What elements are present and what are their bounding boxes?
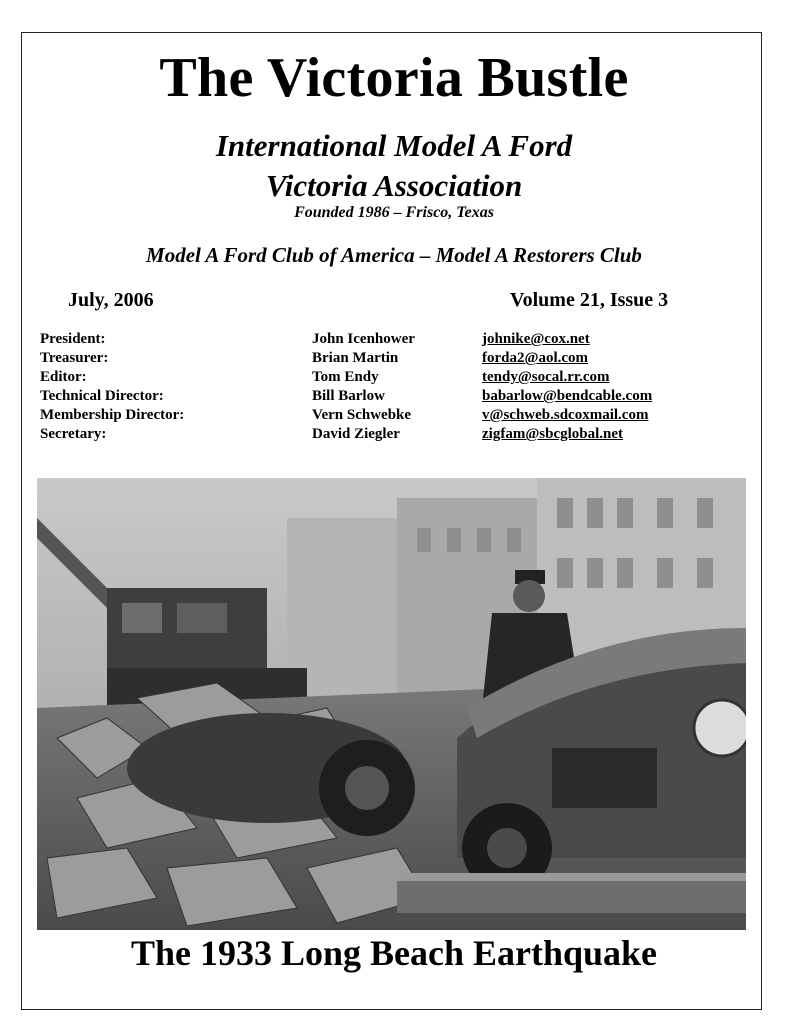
- issue-date: July, 2006: [68, 289, 154, 311]
- officer-row: [40, 349, 760, 368]
- issue-volume: Volume 21, Issue 3: [510, 289, 669, 311]
- officer-email-link[interactable]: zigfam@sbcglobal.net: [482, 426, 624, 442]
- affiliated-clubs: Model A Ford Club of America – Model A Restorers Club: [146, 243, 642, 267]
- officer-name: John Icenhower: [312, 331, 415, 347]
- officer-role: Editor:: [40, 369, 87, 385]
- officer-email-link[interactable]: forda2@aol.com: [482, 350, 589, 366]
- officer-role: Membership Director:: [40, 407, 185, 423]
- officer-role: Technical Director:: [40, 388, 164, 404]
- cover-caption: The 1933 Long Beach Earthquake: [130, 933, 658, 973]
- association-name: [0, 126, 788, 206]
- officer-row: [40, 425, 760, 444]
- officer-name: David Ziegler: [312, 426, 400, 442]
- officer-row: [40, 406, 760, 425]
- newsletter-title: The Victoria Bustle: [159, 47, 629, 109]
- earthquake-photo-illustration: [37, 478, 746, 930]
- founded-line: Founded 1986 – Frisco, Texas: [294, 204, 494, 221]
- cover-photo: [37, 478, 746, 930]
- officer-name: Bill Barlow: [312, 388, 385, 404]
- officer-row: [40, 330, 760, 349]
- subtitle-line-2: Victoria Association: [265, 168, 523, 203]
- officer-name: Vern Schwebke: [312, 407, 412, 423]
- officer-role: President:: [40, 331, 106, 347]
- officer-email-link[interactable]: v@schweb.sdcoxmail.com: [482, 407, 649, 423]
- officer-email-link[interactable]: babarlow@bendcable.com: [482, 388, 653, 404]
- officer-role: Treasurer:: [40, 350, 109, 366]
- officer-name: Brian Martin: [312, 350, 399, 366]
- officers-list: [40, 330, 760, 444]
- officer-row: [40, 387, 760, 406]
- officer-email-link[interactable]: johnike@cox.net: [482, 331, 590, 347]
- officer-row: [40, 368, 760, 387]
- officer-name: Tom Endy: [312, 369, 379, 385]
- officer-role: Secretary:: [40, 426, 107, 442]
- officer-email-link[interactable]: tendy@socal.rr.com: [482, 369, 610, 385]
- subtitle-line-1: International Model A Ford: [215, 128, 573, 163]
